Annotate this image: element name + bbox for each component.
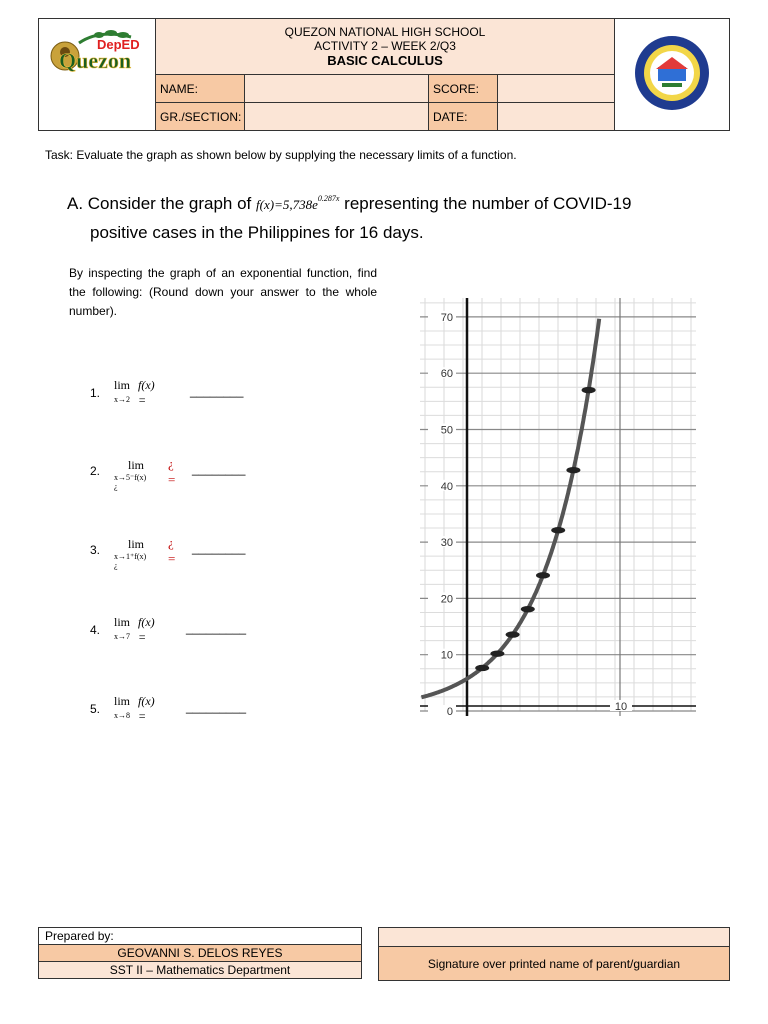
preparer-name: GEOVANNI S. DELOS REYES [39,945,362,962]
y-tick-label: 60 [440,368,453,381]
instructions: By inspecting the graph of an exponential function, find the following: (Round down your answer to the whole number). [69,266,377,318]
answer-blank-2[interactable]: ________ [192,462,246,476]
answer-blank-1[interactable]: ________ [190,384,244,398]
deped-quezon-logo [39,19,155,127]
task-text: Task: Evaluate the graph as shown below by supplying the necessary limits of a function. [45,148,517,162]
preparer-position: SST II – Mathematics Department [39,962,362,979]
header-table [38,18,730,131]
signature-table [378,927,730,981]
logo-left-cell [39,19,156,131]
prepared-label: Prepared by: [39,928,362,945]
y-tick-label: 20 [440,593,453,606]
answer-blank-5[interactable]: _________ [186,700,247,714]
formula-exponent: 0.287x [317,194,340,203]
date-field[interactable] [498,103,615,131]
section-label: GR./SECTION: [156,103,245,131]
name-field[interactable] [245,75,429,103]
data-point [521,606,535,612]
part-a-line2: positive cases in the Philippines for 16 days. [90,223,424,242]
data-point [566,467,580,473]
prepared-by-table [38,927,362,979]
section-field[interactable] [245,103,429,131]
date-label: DATE: [429,103,498,131]
data-point [490,650,504,656]
exponential-graph [420,298,696,716]
part-a-prefix: A. Consider the graph of [67,194,252,213]
y-tick-label: 50 [440,424,453,437]
subject-title: BASIC CALCULUS [327,53,443,68]
data-point [506,631,520,637]
answer-blank-4[interactable]: _________ [186,621,247,635]
data-point [536,572,550,578]
answer-blank-3[interactable]: ________ [192,541,246,555]
formula: $f(x)=5,738e^{0.287x}$ [256,194,340,212]
y-tick-label: 30 [440,537,453,550]
data-point [582,387,596,393]
part-a-suffix: representing the number of COVID-19 [344,194,632,213]
y-tick-label: 10 [440,649,453,662]
score-field[interactable] [498,75,615,103]
activity-label: ACTIVITY 2 – WEEK 2/Q3 [314,39,456,53]
data-point [551,527,565,533]
y-tick-label: 0 [446,706,453,716]
signature-space[interactable] [379,928,730,947]
data-point [475,665,489,671]
graph-grid [420,298,696,711]
score-label: SCORE: [429,75,498,103]
logo-right-cell [615,19,730,131]
school-name: QUEZON NATIONAL HIGH SCHOOL [284,25,486,39]
signature-label: Signature over printed name of parent/guardian [379,947,730,981]
school-seal-icon [632,33,712,113]
name-label: NAME: [156,75,245,103]
y-tick-label: 70 [440,311,453,324]
y-tick-label: 40 [440,480,453,493]
logo-text: Quezon [59,48,132,73]
x-tick-label: 10 [614,701,628,713]
logo-brand: DepED [97,37,140,52]
title-cell [156,19,615,75]
part-a-prompt [67,191,727,246]
